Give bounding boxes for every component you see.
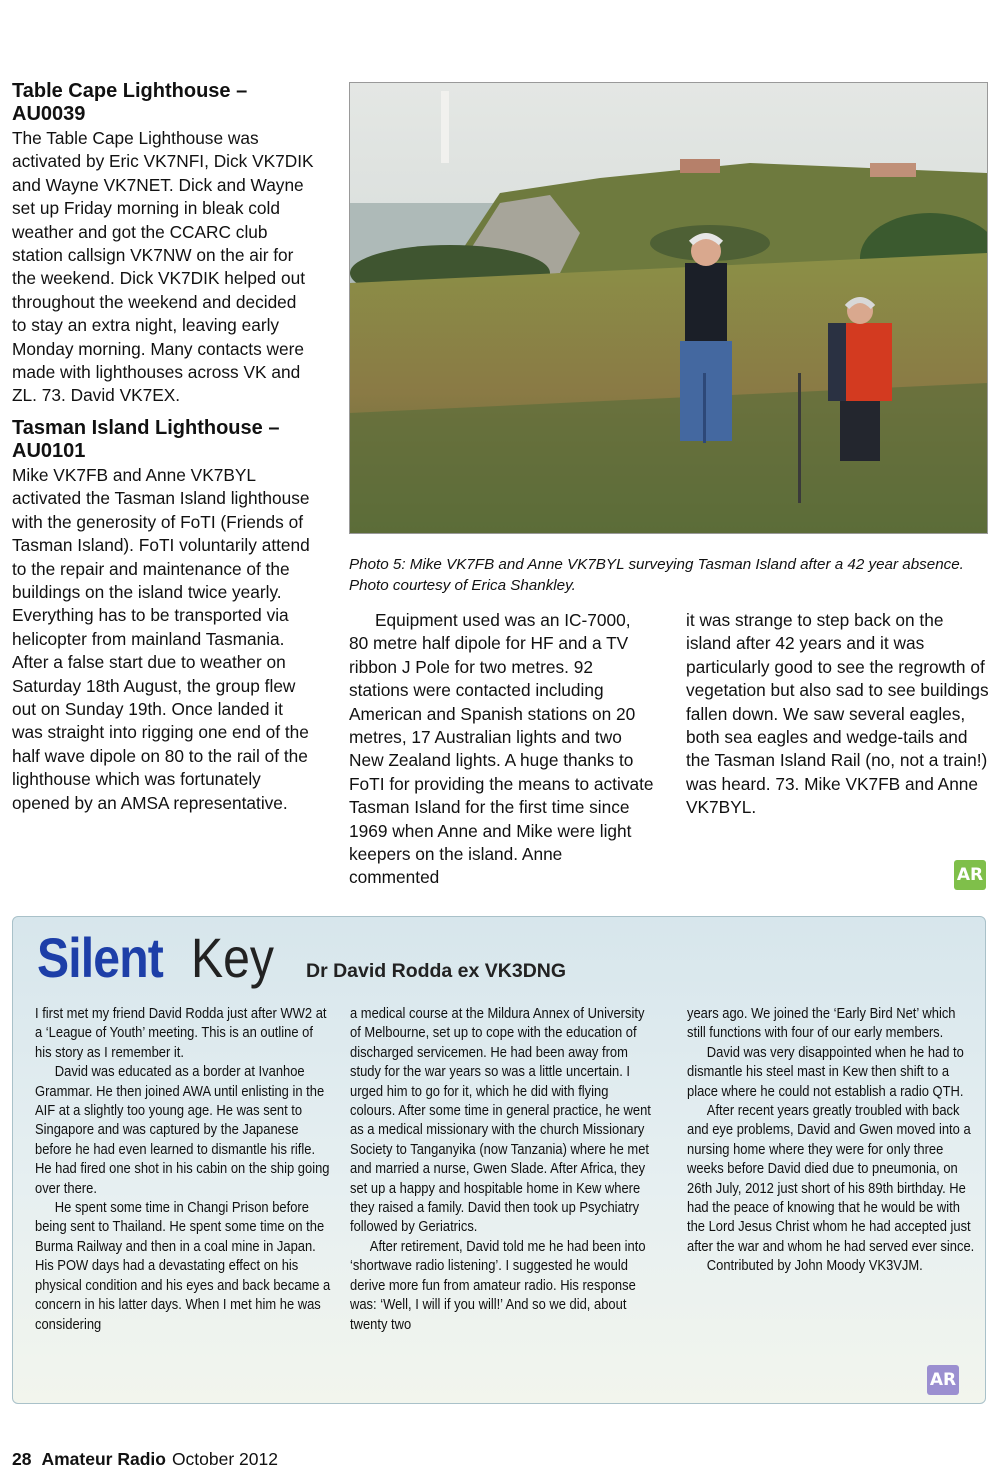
sk-col3-para: years ago. We joined the ‘Early Bird Net’ which still functions with four of our early members.	[687, 1006, 956, 1042]
magazine-name: Amateur Radio	[41, 1449, 166, 1469]
tasman-island-paragraph: Mike VK7FB and Anne VK7BYL activated the Tasman Island lighthouse with the generosity of FoTI (Friends of Tasman Island). FoTI voluntarily attend to the repair and maintenance of the buildings on the island twice yearly. Everything has to be transported via helicopter from mainland Tasmania. After a false start due to weather on Saturday 18th August, the group flew out on Sunday 19th. Once landed it was straight into rigging one end of the half wave dipole on 80 to the rail of the lighthouse which was fortunately opened by an AMSA representative.	[12, 464, 310, 813]
conclusion-paragraph: it was strange to step back on the island after 42 years and it was particularly good to see the regrowth of vegetation but also sad to see buildings fallen down. We saw several eagles, both sea eagles and wedge-tails and the Tasman Island Rail (no, not a train!) was heard. 73. Mike VK7FB and Anne VK7BYL.	[686, 610, 989, 818]
silent-key-title-key: Key	[191, 926, 274, 989]
sk-col1-para: David was educated as a border at Ivanhoe Grammar. He then joined AWA until enlisting in the AIF at a slightly too young age. He was sent to Singapore and was captured by the Japanese before he had even learned to dismantle his rifle. He had fired one shot in his cabin on the ship going over there.	[35, 1064, 330, 1197]
issue-date: October 2012	[171, 1449, 278, 1469]
heading-table-cape: Table Cape Lighthouse – AU0039	[12, 80, 248, 125]
silent-key-column-3	[687, 1005, 977, 1277]
ar-logo: AR	[954, 860, 986, 890]
silent-key-subtitle: Dr David Rodda ex VK3DNG	[306, 960, 567, 982]
silent-key-column-1	[35, 1005, 332, 1335]
sk-col3-para: David was very disappointed when he had to dismantle his steel mast in Kew then shift to a place where he could not establish a radio QTH.	[687, 1044, 964, 1100]
photo-illustration	[350, 83, 987, 533]
photo-caption: Photo 5: Mike VK7FB and Anne VK7BYL surveying Tasman Island after a 42 year absence. Photo courtesy of Erica Shankley.	[349, 556, 964, 595]
left-column	[12, 80, 314, 815]
silent-key-box	[12, 916, 986, 1404]
sk-col1-para: I first met my friend David Rodda just after WW2 at a ‘League of Youth’ meeting. This is an outline of his story as I remember it.	[35, 1006, 327, 1061]
page-number: 28	[12, 1449, 32, 1469]
photo-tasman-island	[349, 82, 988, 534]
sk-col2-para: After retirement, David told me he had been into ‘shortwave radio listening’. I suggested he would derive more fun from amateur radio. His response was: ‘Well, I will if you will!’ And so we did, about twenty two	[350, 1238, 646, 1333]
sk-col3-para: After recent years greatly troubled with back and eye problems, David and Gwen moved into a nursing home where they were for only three weeks before David died due to pneumonia, on 26th July, 2012 just short of his 89th birthday. He had the peace of knowing that he would be with the Lord Jesus Christ whom he had accepted just after the war and whom he had served ever since.	[687, 1103, 975, 1255]
sk-col2-para: a medical course at the Mildura Annex of University of Melbourne, set up to cope with the education of discharged servicemen. He had been away from study for the war years so was a little uncertain. I urged him to go for it, which he did with flying colours. After some time in general practice, he went as a medical missionary with the church Missionary Society to Tanganyika (now Tanzania) where he met and married a nurse, Gwen Slade. After Africa, they set up a happy and hospitable home in Kew where they raised a family. David then took up Psychiatry followed by Geriatrics.	[350, 1006, 651, 1236]
page-footer	[12, 1448, 278, 1470]
silent-key-column-2	[350, 1005, 652, 1335]
sk-col3-para: Contributed by John Moody VK3VJM.	[706, 1258, 923, 1275]
ar-logo-2: AR	[927, 1365, 959, 1395]
right-column	[686, 609, 991, 820]
silent-key-title-silent: Silent	[37, 926, 163, 989]
table-cape-paragraph: The Table Cape Lighthouse was activated by Eric VK7NFI, Dick VK7DIK and Wayne VK7NET. Dick and Wayne set up Friday morning in bleak cold weather and got the CCARC club station callsign VK7NW on the air for the weekend. Dick VK7DIK helped out throughout the weekend and decided to stay an extra night, leaving early Monday morning. Many contacts were made with lighthouses across VK and ZL. 73. David VK7EX.	[12, 128, 314, 406]
middle-column	[349, 609, 654, 890]
equipment-paragraph: Equipment used was an IC-7000, 80 metre half dipole for HF and a TV ribbon J Pole for two metres. 92 stations were contacted including American and Spanish stations on 20 metres, 17 Australian lights and two New Zealand lights. A huge thanks to FoTI for providing the means to activate Tasman Island for the first time since 1969 when Anne and Mike were light keepers on the island. Anne commented	[349, 610, 654, 888]
heading-tasman-island: Tasman Island Lighthouse – AU0101	[12, 416, 280, 462]
sk-col1-para: He spent some time in Changi Prison before being sent to Thailand. He spent some time on the Burma Railway and then in a coal mine in Japan. His POW days had a devastating effect on his physical condition and his eyes and back became a concern in his latter days. When I met him he was considering	[35, 1200, 331, 1333]
